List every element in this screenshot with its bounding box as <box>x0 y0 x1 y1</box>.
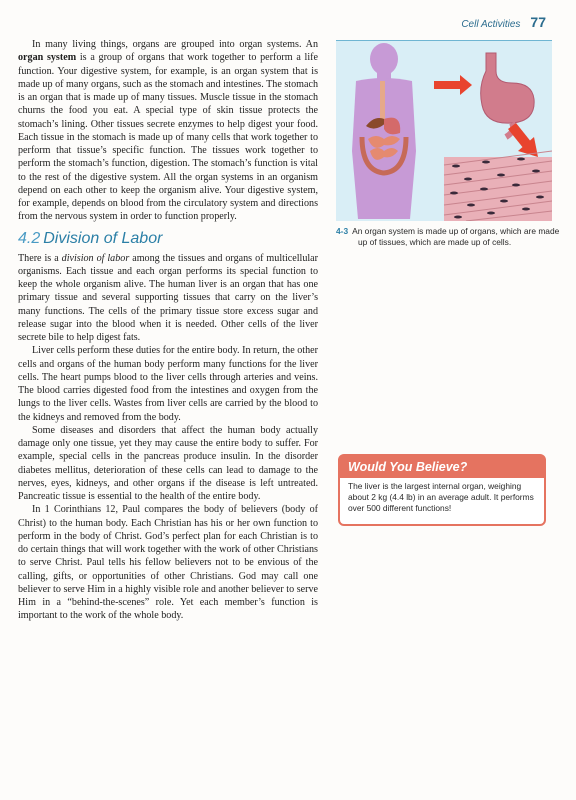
body-silhouette <box>352 43 416 219</box>
paragraph: Some diseases and disorders that affect the human body actually damage only one tissue, yet they may cause the entire body to suffer. For example, special cells in the pancreas produce insulin. In the disorder diabetes mellitus, deterioration of these cells can lead to damage to the nerves, eyes, kidneys, and other organs if the disease is left untreated. Pancreatic tissue is essential to the health of the entire body. <box>18 424 318 502</box>
figure-number: 4-3 <box>336 226 349 236</box>
would-you-believe-box <box>338 454 546 526</box>
section-title: Cell Activities <box>461 19 521 30</box>
page-number: 77 <box>530 14 546 30</box>
organ-system-illustration <box>336 41 552 221</box>
section-heading <box>18 230 318 248</box>
muscle-tissue-icon <box>444 151 552 221</box>
arrow-to-stomach-icon <box>434 75 472 95</box>
main-text <box>18 38 318 623</box>
key-term: organ system <box>18 52 77 64</box>
caption-text: An organ system is made up of organs, which are made up of tissues, which are made up of cells. <box>352 226 560 247</box>
sidebar-text: The liver is the largest internal organ, weighing about 2 kg (4.4 lb) in an average adult. It performs over 500 different functions! <box>348 481 534 513</box>
paragraph: In many living things, organs are grouped into organ systems. An organ system is a group of organs that work together to perform a life function. Your digestive system, for example, is an organ system that is made up of many organs, such as the stomach and intestines. The stomach is an organ that is made up of many tissues. Muscle tissue in the stomach churns the food you eat. A special type of skin tissue protects the stomach’s lining. Other tissues secrete enzymes to help digest your food. Each tissue in the stomach is made up of many cells that work together to perform that tissue’s specific function. The tissues work together to perform the stomach’s function, digestion. The stomach’s function is vital to the rest of the digestive system. All the organ systems in an organism depend on each other to keep the organism alive. Your digestive system, for example, depends on blood from the circulatory system and directions from the nervous system in order to function properly. <box>18 39 318 223</box>
heading-number: 4.2 <box>18 229 41 247</box>
paragraph: Liver cells perform these duties for the entire body. In return, the other cells and organs of the human body perform many functions for the liver cells. The heart pumps blood to the liver cells through arteries and veins. The blood carries digested food from the intestines and oxygen from the lungs to the liver cells. Wastes from liver cells are carried by the blood to the kidneys and removed from the body. <box>18 345 318 423</box>
arrow-to-tissue-icon <box>508 123 538 157</box>
sidebar-title: Would You Believe? <box>340 456 544 478</box>
heading-text: Division of Labor <box>43 229 163 247</box>
figure-caption <box>336 226 568 248</box>
paragraph: In 1 Corinthians 12, Paul compares the body of believers (body of Christ) to the human body. Each Christian has his or her own function to perform in the body of Christ. God’s perfect plan for each Christian is to do certain things that will work together with the work of other Christians to serve Christ. Paul tells his fellow believers not to be envious of the calling, gifts, or opportunities of other Christians. God may call one believer to serve Him in a highly visible role and another believer to serve Him in a “behind-the-scenes” role. Yet each member’s function is important to the work of the whole body. <box>18 504 318 622</box>
emphasis: division of labor <box>61 252 130 264</box>
stomach-icon <box>481 53 534 137</box>
paragraph: There is a division of labor among the tissues and organs of multicellular organisms. Each tissue and each organ performs its special function to keep the whole organism alive. The human liver is an organ that has one primary tissue and several supporting tissues that carry on the liver’s many functions. The cells of the primary tissue store excess sugar and release sugar into the blood when it is needed. Other cells of the liver secrete bile to help digest fats. <box>18 252 319 343</box>
figure-organ-system <box>336 40 552 221</box>
running-header <box>461 14 546 30</box>
